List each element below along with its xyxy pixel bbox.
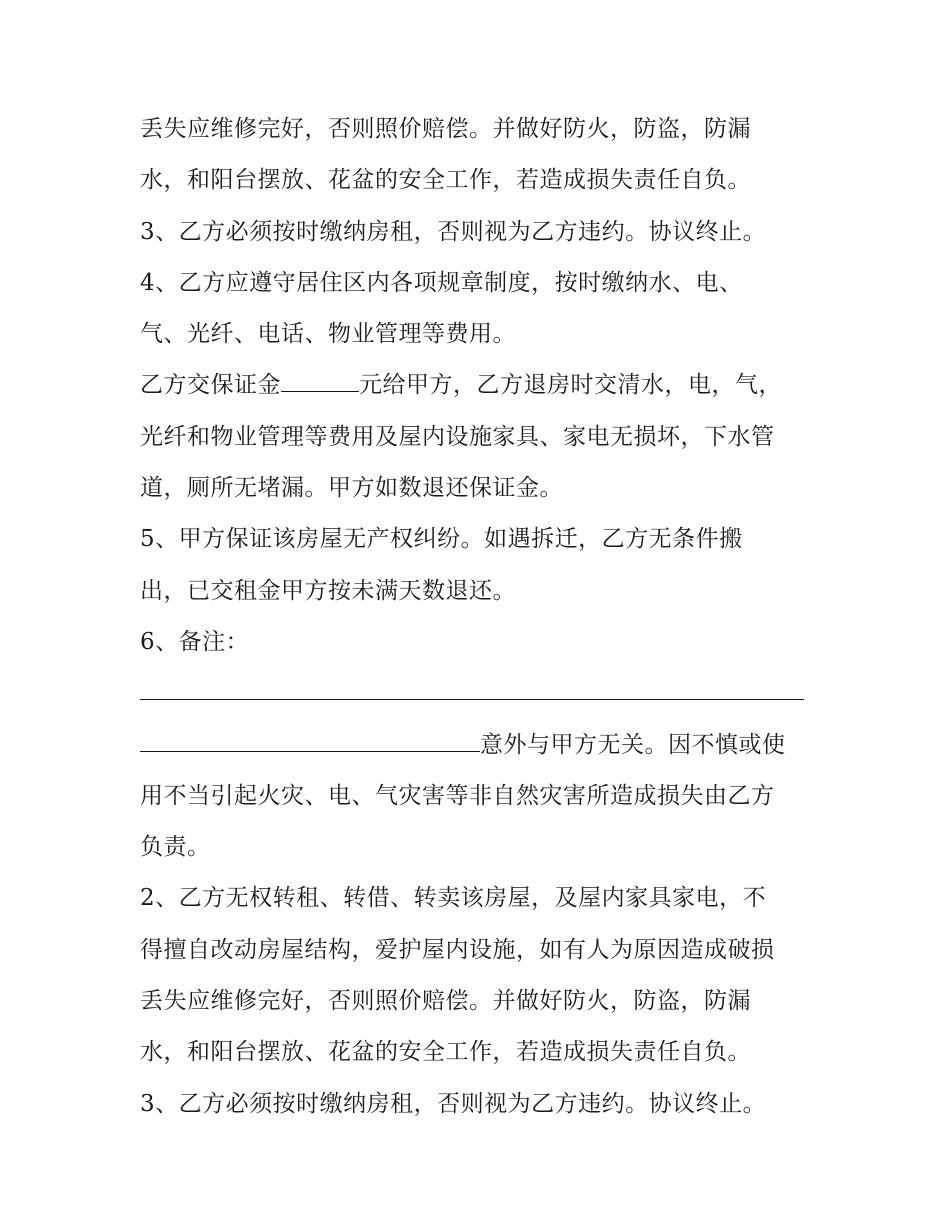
text-line: 水，和阳台摆放、花盆的安全工作，若造成损失责任自负。 (140, 167, 751, 194)
deposit-amount-blank (281, 367, 359, 392)
text-line: 丢失应维修完好，否则照价赔偿。并做好防火，防盗，防漏 (140, 116, 751, 142)
remark-continuation-text: 意外与甲方无关。因不慎或使 (480, 731, 786, 758)
text-line: 光纤和物业管理等费用及屋内设施家具、家电无损坏，下水管 (140, 423, 775, 450)
text-line: 丢失应维修完好，否则照价赔偿。并做好防火，防盗，防漏 (140, 988, 751, 1015)
deposit-line-suffix: 元给甲方，乙方退房时交清水，电，气， (359, 372, 782, 399)
remark-blank-full (140, 669, 804, 700)
text-line: 2、乙方无权转租、转借、转卖该房屋，及屋内家具家电，不 (140, 885, 767, 912)
text-line: 气、光纤、电话、物业管理等费用。 (140, 321, 516, 348)
text-line: 负责。 (140, 834, 211, 861)
deposit-line-prefix: 乙方交保证金 (140, 372, 281, 399)
text-line: 5、甲方保证该房屋无产权纠纷。如遇拆迁，乙方无条件搬 (140, 526, 743, 553)
text-line: 出，已交租金甲方按未满天数退还。 (140, 577, 516, 604)
remark-blank-line (140, 668, 820, 719)
text-line: 水，和阳台摆放、花盆的安全工作，若造成损失责任自负。 (140, 1039, 751, 1066)
text-line: 3、乙方必须按时缴纳房租，否则视为乙方违约。协议终止。 (140, 218, 767, 245)
remark-continuation-line (140, 720, 820, 771)
document-body (140, 104, 820, 1130)
text-line: 6、备注： (140, 628, 250, 655)
text-line: 用不当引起火灾、电、气灾害等非自然灾害所造成损失由乙方 (140, 782, 775, 809)
text-line: 得擅自改动房屋结构，爱护屋内设施，如有人为原因造成破损 (140, 936, 775, 963)
text-line: 4、乙方应遵守居住区内各项规章制度，按时缴纳水、电、 (140, 269, 743, 296)
text-line: 3、乙方必须按时缴纳房租，否则视为乙方违约。协议终止。 (140, 1090, 767, 1117)
remark-blank-partial (140, 727, 480, 752)
deposit-line (140, 360, 820, 411)
text-line: 道，厕所无堵漏。甲方如数退还保证金。 (140, 475, 563, 502)
